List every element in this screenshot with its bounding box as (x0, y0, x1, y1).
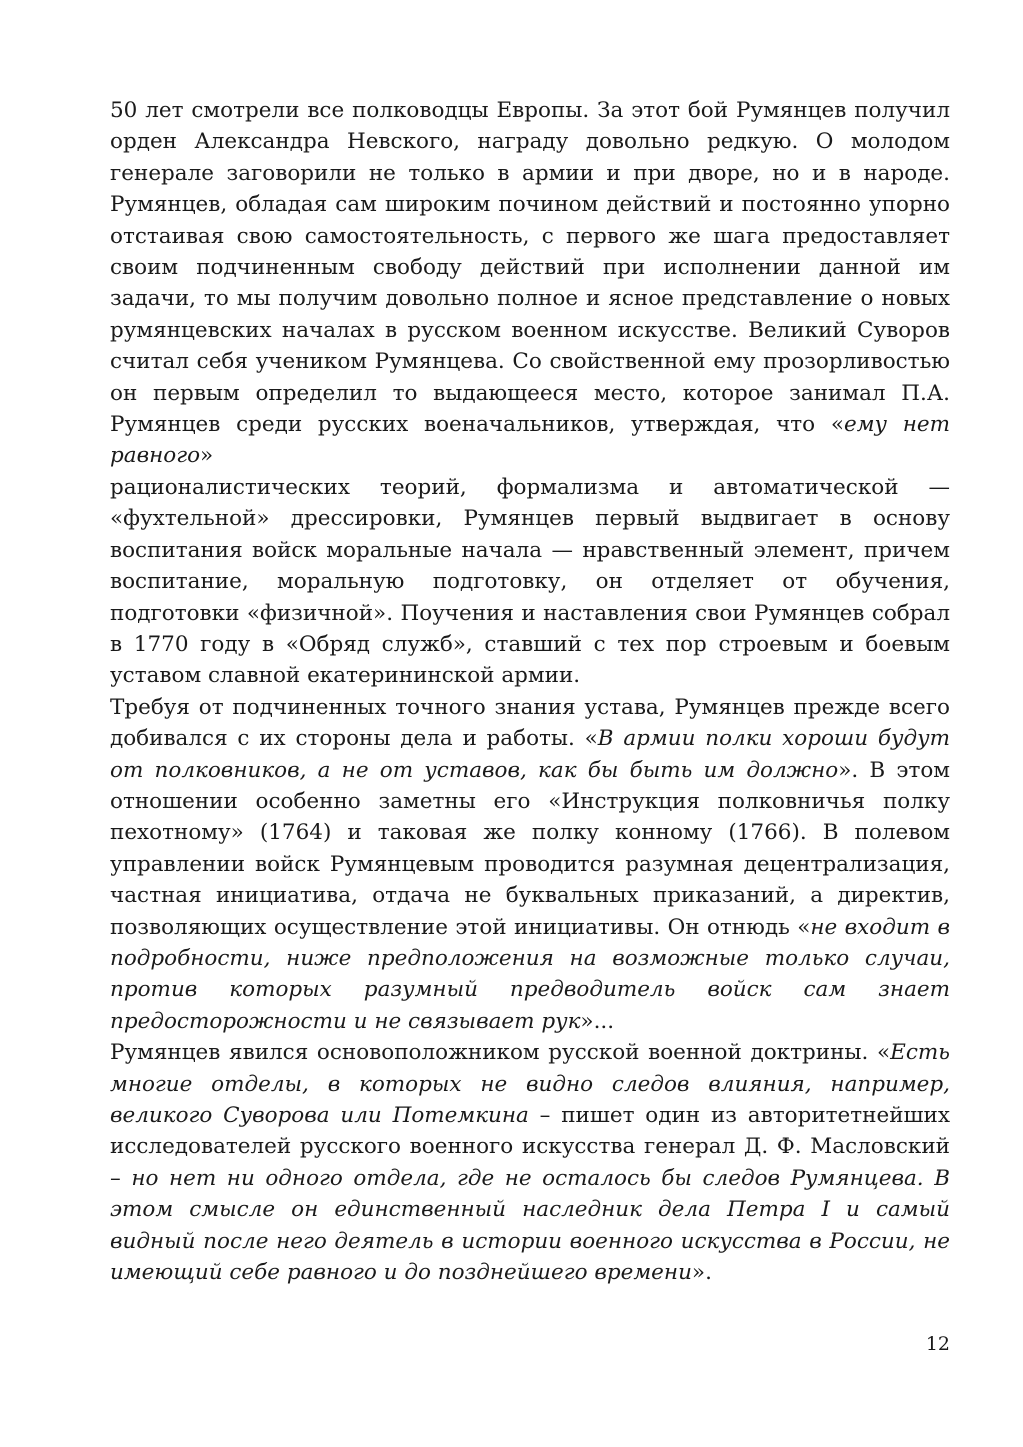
paragraph-3-text-b: ». В этом отношении особенно заметны его «Инструкция полковничья полку пехотному» (1764) и таковая же полку конному (1766). В полевом управлении войск Румянцевым проводится разумная децентрализация, частная инициатива, отдача не буквальных приказаний, а директив, позволяющих осуществление этой инициативы. Он отнюдь « (110, 757, 951, 940)
paragraph-2-text: рационалистических теорий, формализма и автоматической — «фухтельной» дрессировки, Румянцев первый выдвигает в основу воспитания войск моральные начала — нравственный элемент, причем воспитание, моральную подготовку, он отделяет от обучения, подготовки «физичной». Поучения и наставления свои Румянцев собрал в 1770 году в «Обряд служб», ставший с тех пор строевым и боевым уставом славной екатерининской армии. (110, 474, 950, 689)
paragraph-3-quote-a: В армии полки хороши будут от полковников, а не от уставов, как бы быть им должно (110, 726, 950, 783)
paragraph-1-close: » (200, 443, 214, 469)
paragraph-4-quote-b: но нет ни одного отдела, где не осталось бы следов Румянцева. В этом смысле он единственный наследник дела Петра I и самый видный после него деятель в истории военного искусства в России, не имеющий себе равного и до позднейшего времени (110, 1165, 950, 1286)
paragraph-4-text-a: Румянцев явился основоположником русской военной доктрины. « (110, 1040, 891, 1066)
paragraph-3 (110, 692, 950, 1037)
paragraph-4-quote-a: Есть многие отделы, в которых не видно следов влияния, например, великого Суворова или Потемкина (110, 1040, 950, 1128)
paragraph-3-quote-b: не входит в подробности, ниже предположения на возможные только случаи, против которых разумный предводитель войск сам знает предосторожности и не связывает рук (110, 914, 950, 1034)
page-number: 12 (925, 1333, 950, 1355)
paragraph-4-text-b: – пишет один из авторитетнейших исследователей русского военного искусства генерал Д. Ф. Масловский – (110, 1103, 950, 1191)
paragraph-1-quote: ему нет равного (110, 412, 950, 469)
paragraph-1 (110, 95, 950, 472)
paragraph-3-text-a: Требуя от подчиненных точного знания устава, Румянцев прежде всего добивался с их стороны дела и работы. « (110, 694, 950, 752)
paragraph-2 (110, 472, 950, 692)
paragraph-1-text: 50 лет смотрели все полководцы Европы. За этот бой Румянцев получил орден Александра Невского, награду довольно редкую. О молодом генерале заговорили не только в армии и при дворе, но и в народе. Румянцев, обладая сам широким почином действий и постоянно упорно отстаивая свою самостоятельность, с первого же шага предоставляет своим подчиненным свободу действий при исполнении данной им задачи, то мы получим довольно полное и ясное представление о новых румянцевских началах в русском военном искусстве. Великий Суворов считал себя учеником Румянцева. Со свойственной ему прозорливостью он первым определил то выдающееся место, которое занимал П.А. Румянцев среди русских военачальников, утверждая, что « (110, 98, 950, 438)
paragraph-3-close: »... (580, 1008, 615, 1034)
paragraph-4 (110, 1037, 950, 1288)
paragraph-4-close: ». (691, 1260, 712, 1286)
document-body (110, 95, 950, 1288)
